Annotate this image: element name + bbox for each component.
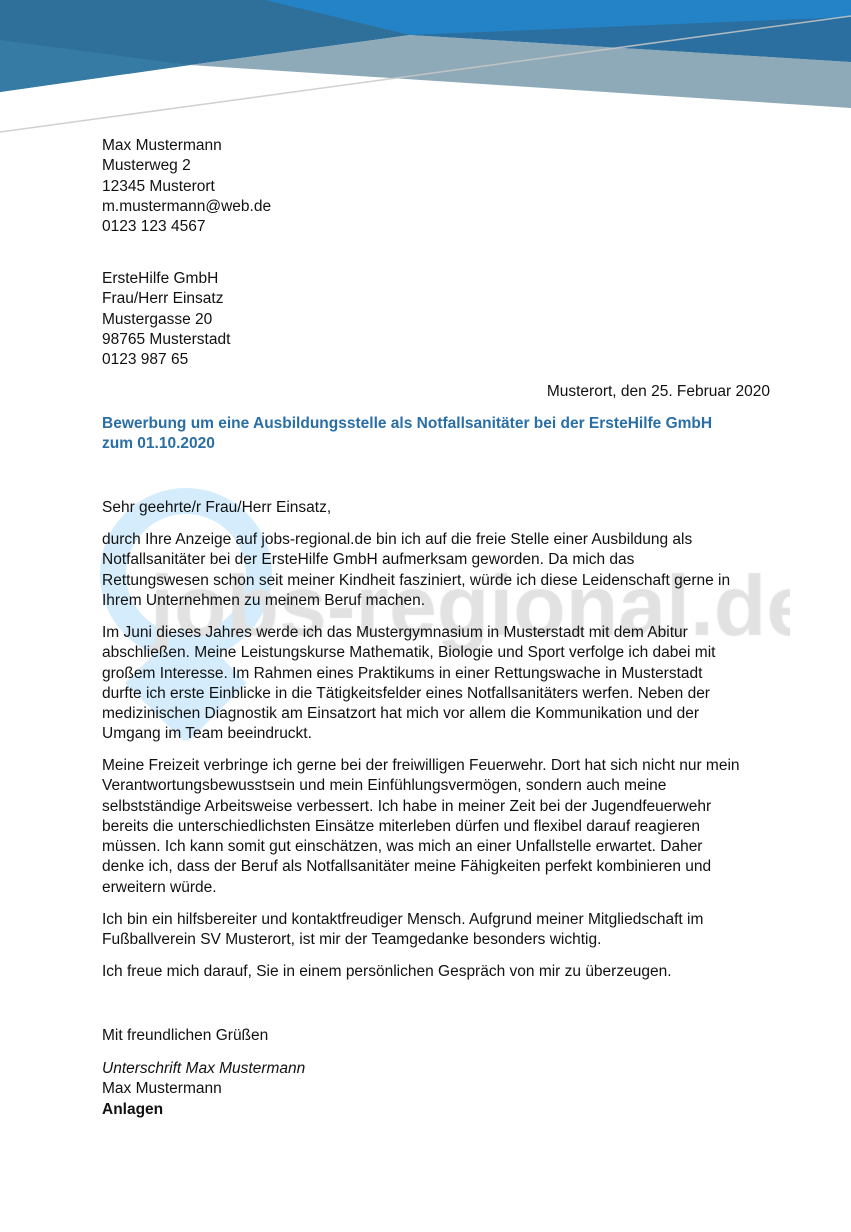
paragraph-3 <box>102 756 740 898</box>
text-line: Meine Freizeit verbringe ich gerne bei der freiwilligen Feuerwehr. Dort hat sich nicht nur mein <box>102 757 740 774</box>
text-line: Rettungswesen schon seit meiner Kindheit fasziniert, würde ich diese Leidenschaft gerne in <box>102 571 731 589</box>
text-line: Notfallsanitäter bei der ErsteHilfe GmbH aufmerksam geworden. Da mich das <box>102 551 635 569</box>
text-line: Fußballverein SV Musterort, ist mir der Teamgedanke besonders wichtig. <box>102 931 602 949</box>
paragraph-5 <box>102 962 672 982</box>
text-line: selbstständige Arbeitsweise verbessert. Ich habe in meiner Zeit bei der Jugendfeuerwehr <box>102 797 712 815</box>
sender-street: Musterweg 2 <box>102 157 191 175</box>
recipient-street: Mustergasse 20 <box>102 310 213 328</box>
text-line: abschließen. Meine Leistungskurse Mathematik, Biologie und Sport verfolge ich dabei mit <box>102 644 716 662</box>
recipient-phone: 0123 987 65 <box>102 351 189 369</box>
subject-line-2: zum 01.10.2020 <box>102 435 215 453</box>
sender-city: 12345 Musterort <box>102 177 215 195</box>
salutation: Sehr geehrte/r Frau/Herr Einsatz, <box>102 499 332 516</box>
recipient-address <box>102 269 230 370</box>
text-line: durfte ich erste Einblicke in die Tätigkeitsfelder eines Notfallsanitäters werfen. Neben der <box>102 684 710 702</box>
sender-address <box>102 136 271 237</box>
text-line: Ich bin ein hilfsbereiter und kontaktfreudiger Mensch. Aufgrund meiner Mitgliedschaft im <box>102 911 704 928</box>
text-line: müssen. Ich kann somit gut einschätzen, was mich an einer Unfallstelle erwartet. Daher <box>102 838 703 856</box>
text-line: bereits die unterschiedlichsten Einsätze miterleben dürfen und flexibel darauf reagieren <box>102 817 700 835</box>
text-line: Ich freue mich darauf, Sie in einem persönlichen Gespräch von mir zu überzeugen. <box>102 963 672 980</box>
subject-line-1: Bewerbung um eine Ausbildungsstelle als Notfallsanitäter bei der ErsteHilfe GmbH <box>102 415 713 432</box>
text-line: Umgang im Team beeindruckt. <box>102 725 312 743</box>
paragraph-4 <box>102 910 703 951</box>
recipient-contact: Frau/Herr Einsatz <box>102 290 224 308</box>
text-line: erweitern würde. <box>102 878 217 896</box>
sender-name: Max Mustermann <box>102 137 222 154</box>
letter-date: Musterort, den 25. Februar 2020 <box>546 383 770 400</box>
header-decoration <box>0 0 851 140</box>
recipient-city: 98765 Musterstadt <box>102 330 231 348</box>
signature-block <box>102 1059 305 1120</box>
signature: Unterschrift Max Mustermann <box>102 1060 306 1077</box>
text-line: durch Ihre Anzeige auf jobs-regional.de bin ich auf die freie Stelle einer Ausbildung als <box>102 531 693 548</box>
paragraph-1 <box>102 530 730 611</box>
subject-line <box>102 414 712 455</box>
text-line: Im Juni dieses Jahres werde ich das Mustergymnasium in Musterstadt mit dem Abitur <box>102 624 688 641</box>
signer-name: Max Mustermann <box>102 1080 222 1098</box>
text-line: Verantwortungsbewusstsein und mein Einfühlungsvermögen, sondern auch meine <box>102 777 667 795</box>
text-line: medizinischen Diagnostik am Einsatzort hat mich vor allem die Kommunikation und der <box>102 705 700 723</box>
sender-email: m.mustermann@web.de <box>102 197 272 215</box>
attachments-label: Anlagen <box>102 1100 164 1118</box>
recipient-company: ErsteHilfe GmbH <box>102 270 219 287</box>
sender-phone: 0123 123 4567 <box>102 218 206 236</box>
closing: Mit freundlichen Grüßen <box>102 1027 269 1044</box>
text-line: großem Interesse. Im Rahmen eines Praktikums in einer Rettungswache in Musterstadt <box>102 664 703 682</box>
text-line: Ihrem Unternehmen zu meinem Beruf machen. <box>102 591 426 609</box>
paragraph-2 <box>102 623 715 745</box>
text-line: denke ich, dass der Beruf als Notfallsanitäter meine Fähigkeiten perfekt kombinieren und <box>102 858 712 876</box>
